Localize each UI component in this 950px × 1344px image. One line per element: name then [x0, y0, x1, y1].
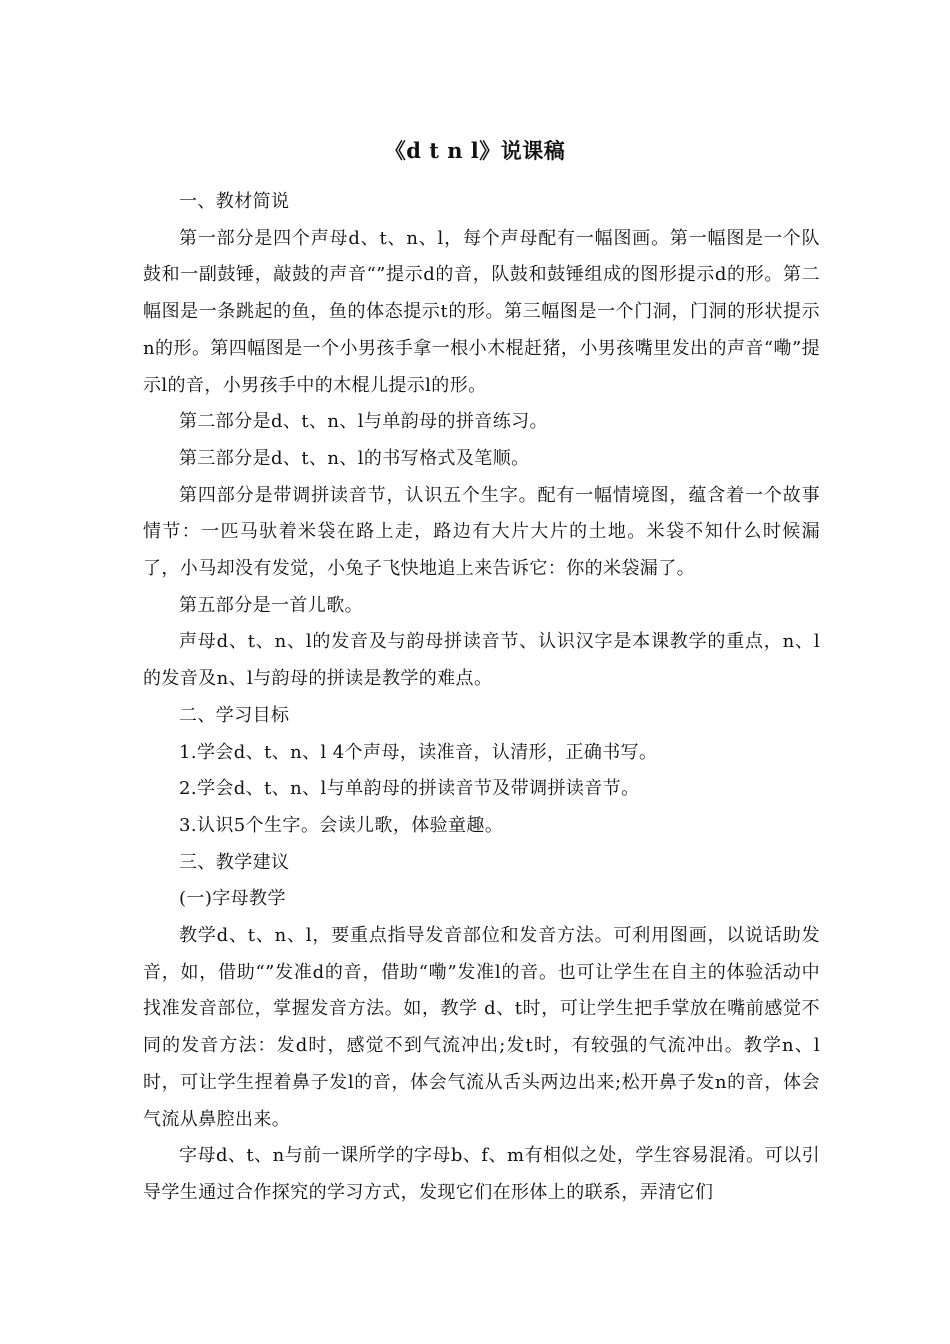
body-paragraph: 第五部分是一首儿歌。 [179, 594, 363, 616]
body-paragraph: 第三部分是d、t、n、l的书写格式及笔顺。 [179, 447, 530, 469]
body-paragraph: 字母d、t、n与前一课所学的字母b、f、m有相似之处，学生容易混淆。可以引导学生通过合作探究的学习方式，发现它们在形体上的联系，弄清它们 [143, 1145, 820, 1203]
body-paragraph: 教学d、t、n、l，要重点指导发音部位和发音方法。可利用图画，以说话助发音，如，借助“”发准d的音，借助“嘞”发准l的音。也可让学生在自主的体验活动中找准发音部位，掌握发音方法。如，教学 d、t时，可让学生把手掌放在嘴前感觉不同的发音方法：发d时，感觉不到气流冲出;发t时，有较强的气流冲出。教学n、l时，可让学生捏着鼻子发l的音，体会气流从舌头两边出来;松开鼻子发n的音，体会气流从鼻腔出来。 [143, 925, 820, 1130]
document-body [143, 184, 820, 1212]
section-heading-learning-goals: 二、学习目标 [179, 704, 290, 726]
body-paragraph: 声母d、t、n、l的发音及与韵母拼读音节、认识汉字是本课教学的重点，n、l的发音及n、l与韵母的拼读是教学的难点。 [143, 631, 820, 690]
goal-item: 3.认识5个生字。会读儿歌，体验童趣。 [179, 814, 504, 836]
section-heading-textbook-overview: 一、教材简说 [179, 191, 290, 212]
body-paragraph: 第二部分是d、t、n、l与单韵母的拼音练习。 [179, 411, 548, 433]
body-paragraph: 第四部分是带调拼读音节，认识五个生字。配有一幅情境图，蕴含着一个故事情节：一匹马驮着米袋在路上走，路边有大片大片的土地。米袋不知什么时候漏了，小马却没有发觉，小兔子飞快地追上来告诉它：你的米袋漏了。 [143, 484, 820, 580]
goal-item: 2.学会d、t、n、l与单韵母的拼读音节及带调拼读音节。 [179, 778, 640, 800]
goal-item: 1.学会d、t、n、l 4个声母，读准音，认清形，正确书写。 [179, 741, 658, 763]
page-title: 《d t n l》说课稿 [384, 138, 566, 163]
subsection-heading-letter-teaching: (一)字母教学 [179, 888, 286, 910]
section-heading-teaching-suggestions: 三、教学建议 [179, 851, 290, 873]
body-paragraph: 第一部分是四个声母d、t、n、l，每个声母配有一幅图画。第一幅图是一个队鼓和一副鼓锤，敲鼓的声音“”提示d的音，队鼓和鼓锤组成的图形提示d的形。第二幅图是一条跳起的鱼，鱼的体态提示t的形。第三幅图是一个门洞，门洞的形状提示 n的形。第四幅图是一个小男孩手拿一根小木棍赶猪，小男孩嘴里发出的声音“嘞”提示l的音，小男孩手中的木棍儿提示l的形。 [143, 227, 820, 396]
